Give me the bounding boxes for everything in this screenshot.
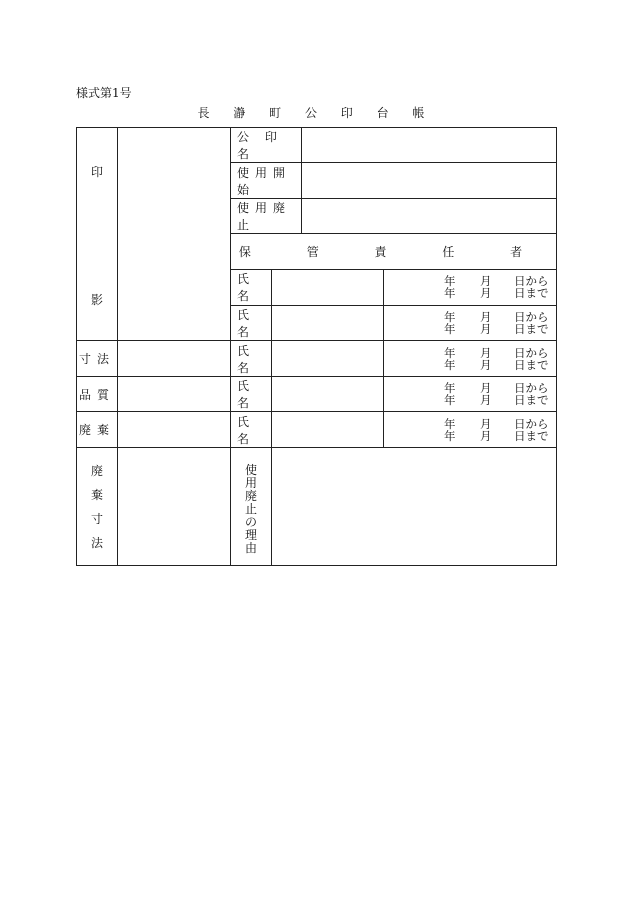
seal-name-label: 公 印 名 [231, 128, 302, 163]
seal-label-top: 印 [90, 165, 103, 179]
custodian-name-label: 氏名 [231, 269, 272, 305]
custodian-period[interactable]: 年 月 日から 年 月 日まで [384, 412, 557, 448]
custodian-name-label: 氏名 [231, 412, 272, 448]
custodian-name-field[interactable] [272, 412, 384, 448]
custodian-name-label: 氏名 [231, 305, 272, 340]
disposal-field[interactable] [118, 412, 231, 448]
quality-field[interactable] [118, 377, 231, 412]
disposal-label: 廃棄 [77, 412, 118, 448]
custodian-header: 保 管 責 任 者 [231, 234, 557, 269]
size-label: 寸法 [77, 341, 118, 377]
custodian-period[interactable]: 年 月 日から 年 月 日まで [384, 269, 557, 305]
form-title: 長 瀞 町 公 印 台 帳 [197, 106, 435, 120]
size-field[interactable] [118, 341, 231, 377]
use-end-field[interactable] [302, 199, 557, 234]
custodian-name-label: 氏名 [231, 341, 272, 377]
custodian-period[interactable]: 年 月 日から 年 月 日まで [384, 305, 557, 340]
seal-name-field[interactable] [302, 128, 557, 163]
disposal-reason-label: 使 用 廃 止 の 理 由 [231, 448, 272, 566]
disposal-size-label: 廃 棄 寸 法 [77, 448, 118, 566]
seal-label-bottom: 影 [90, 293, 103, 307]
use-end-label: 使用廃止 [231, 199, 302, 234]
disposal-size-field[interactable] [118, 448, 231, 566]
custodian-name-field[interactable] [272, 341, 384, 377]
seal-ledger-table [76, 127, 557, 566]
disposal-reason-field[interactable] [272, 448, 557, 566]
custodian-period[interactable]: 年 月 日から 年 月 日まで [384, 341, 557, 377]
custodian-name-field[interactable] [272, 305, 384, 340]
quality-label: 品質 [77, 377, 118, 412]
seal-impression-label-cell [77, 128, 118, 341]
custodian-name-field[interactable] [272, 269, 384, 305]
use-start-field[interactable] [302, 163, 557, 199]
seal-impression-area[interactable] [118, 128, 231, 341]
form-number: 様式第1号 [76, 86, 132, 100]
custodian-period[interactable]: 年 月 日から 年 月 日まで [384, 377, 557, 412]
custodian-name-label: 氏名 [231, 377, 272, 412]
custodian-name-field[interactable] [272, 377, 384, 412]
use-start-label: 使用開始 [231, 163, 302, 199]
